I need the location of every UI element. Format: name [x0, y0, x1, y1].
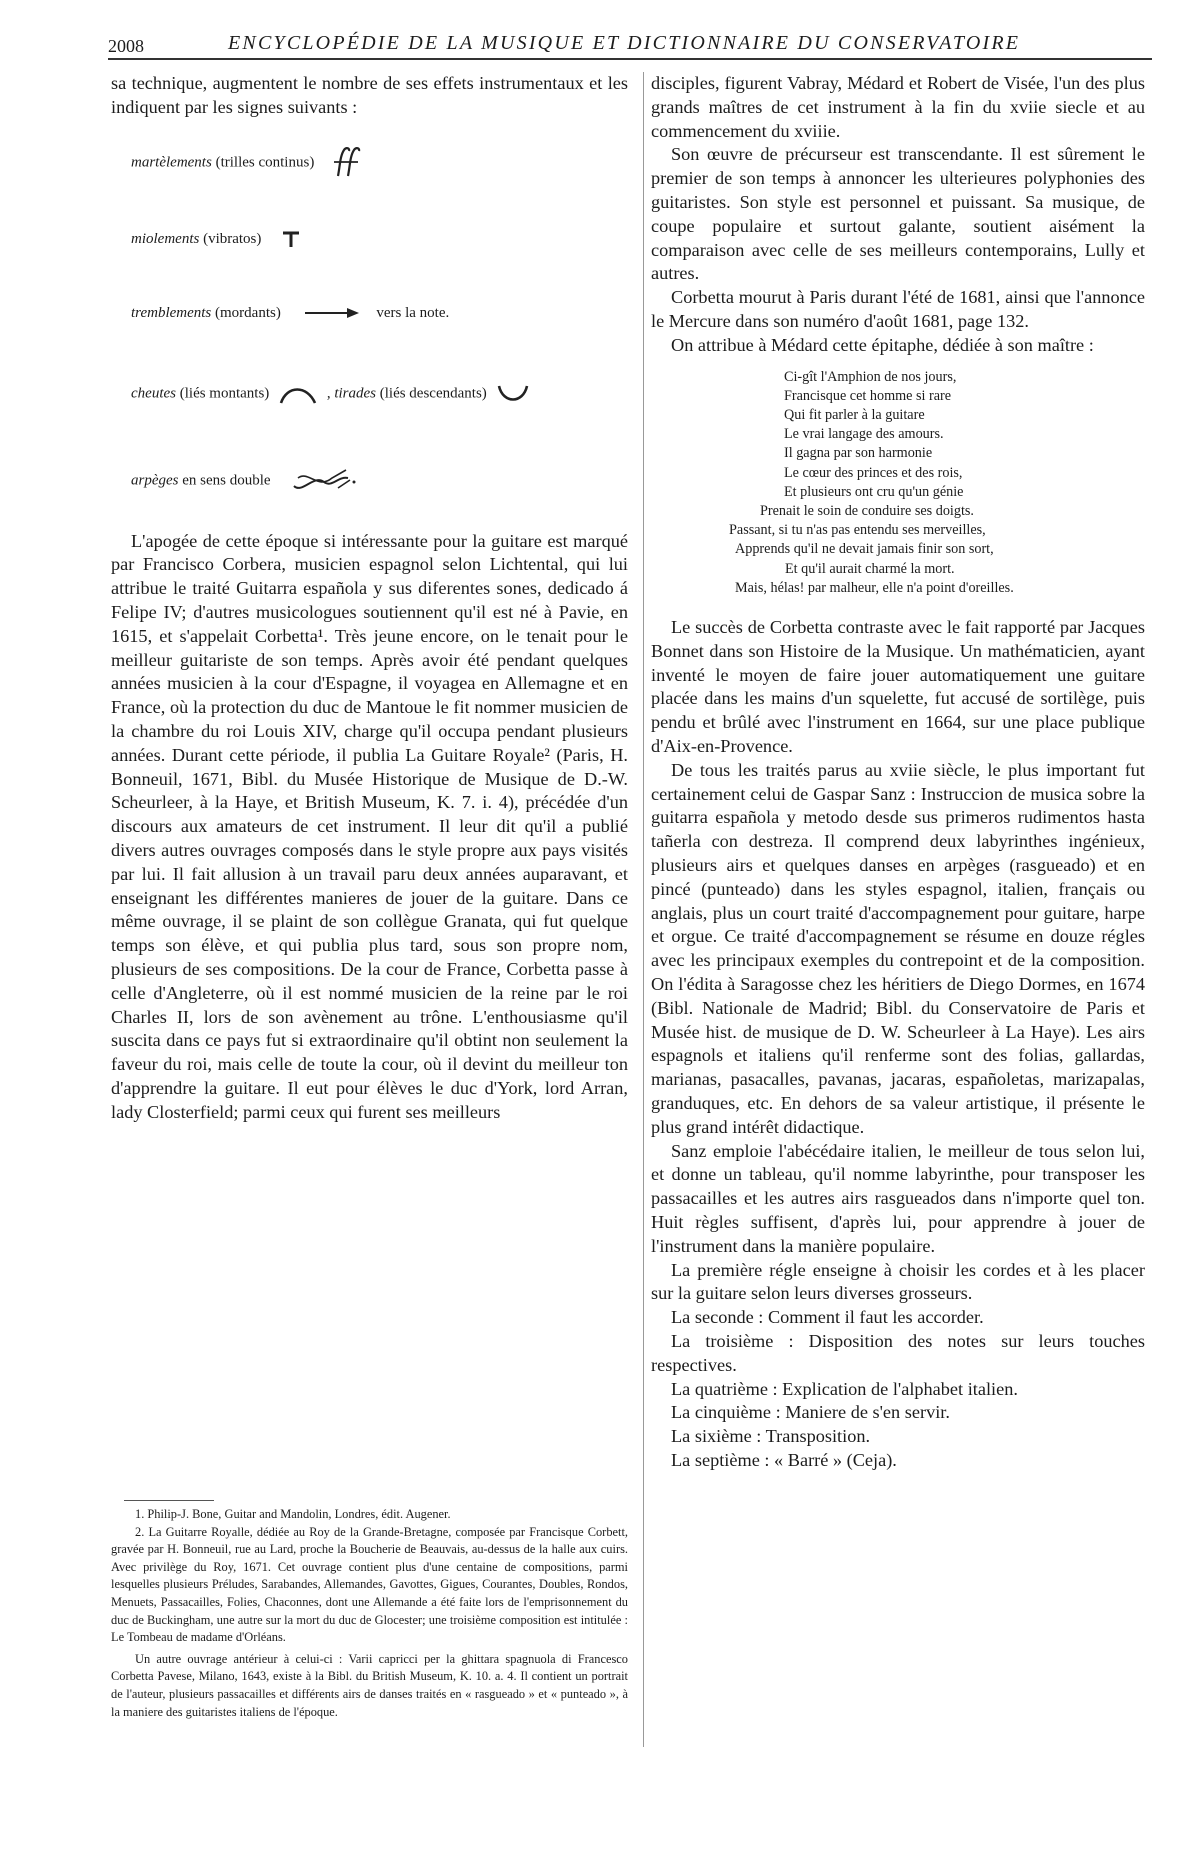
header-rule [108, 58, 1152, 60]
rule-item: La cinquième : Maniere de s'en servir. [671, 1402, 950, 1423]
rule-item: La quatrième : Explication de l'alphabet italien. [671, 1378, 1018, 1399]
paragraph-bonnet: Le succès de Corbetta contraste avec le fait rapporté par Jacques Bonnet dans son Histoire de la Musique. Un mathématicien, ayant inventé le moyen de faire jouer automatiquement une guitare placée dans les mains d'un squelette, fut accusé de sortilège, puis pendu et brûlé avec l'instrument en 1664, sur une place publique d'Aix-en-Provence. [651, 617, 1145, 756]
poem-line: Apprends qu'il ne devait jamais finir son sort, [735, 541, 994, 558]
poem-line: Qui fit parler à la guitare [784, 406, 925, 423]
sign-tremblements: tremblements (mordants) vers la note. [131, 304, 450, 321]
poem-line: Passant, si tu n'as pas entendu ses merveilles, [729, 522, 986, 539]
poem-line: Il gagna par son harmonie [784, 445, 933, 462]
sign-arpeges: arpèges en sens double [111, 466, 628, 530]
poem-line: Ci-gît l'Amphion de nos jours, [784, 368, 957, 385]
sign-cheutes-tirades: cheutes (liés montants) , tirades (liés descendants) [111, 382, 628, 466]
rule-item: La sixième : Transposition. [671, 1426, 871, 1447]
paragraph-first-rule: La première régle enseigne à choisir les cordes et à les placer sur la guitare selon leurs diverses grosseurs. [651, 1259, 1145, 1304]
poem-line: Prenait le soin de conduire ses doigts. [760, 502, 974, 519]
double-f-symbol-icon [328, 146, 364, 180]
poem-line: Mais, hélas! par malheur, elle n'a point d'oreilles. [735, 579, 1014, 596]
epitaph-poem [651, 368, 1145, 598]
rule-item: La septième : « Barré » (Ceja). [671, 1449, 897, 1470]
footnote-2: 2. La Guitarre Royalle, dédiée au Roy de la Grande-Bretagne, composée par Francisque Corbett, gravée par H. Bonneuil, rue au Lard, proche la Boucherie de Beauvais, au-dessus de la halle aux cuirs. Avec privilège du Roy, 1671. Cet ouvrage contient plus d'une centaine de compositions, parmi lesquelles plusieurs Préludes, Sarabandes, Allemandes, Gavottes, Gigues, Courantes, Doubles, Rondos, Menuets, Passacailles, Folies, Chaconnes, dont une Allemande a été faite lors de l'emprisonnement du duc de Buckingham, une autre sur la mort du duc de Glocester; une troisième composition est intitulée : Le Tombeau de madame d'Orléans. [111, 1524, 628, 1645]
footnote-rule [124, 1500, 214, 1501]
poem-line: Francisque cet homme si rare [784, 387, 952, 404]
footnote-2-continued: Un autre ouvrage antérieur à celui-ci : Varii capricci per la ghittara spagnuola di Francesco Corbetta Pavese, Milano, 1643, existe à la Bibl. du British Museum, K. 10. a. 4. Il contient un portrait de l'auteur, plusieurs passacailles et différents airs de danses traités en « rasgueado » et « punteado », à la maniere des guitaristes italiens de l'époque. [111, 1651, 628, 1719]
poem-line: Le cœur des princes et des rois, [784, 464, 963, 481]
rule-item: La troisième : Disposition des notes sur leurs touches respectives. [651, 1330, 1145, 1375]
sign-martelements: martèlements (trilles continus) [111, 142, 628, 228]
poem-line: Et plusieurs ont cru qu'un génie [784, 483, 964, 500]
running-header [108, 30, 1152, 60]
page-number: 2008 [108, 36, 144, 56]
paragraph-disciples: disciples, figurent Vabray, Médard et Robert de Visée, l'un des plus grands maîtres de cet instrument à la fin du xviie siecle et au commencement du xviiie. [651, 73, 1145, 141]
paragraph-epitaph-intro: On attribue à Médard cette épitaphe, dédiée à son maître : [671, 334, 1094, 355]
arpeggio-symbol-icon [288, 466, 358, 496]
footnote-1: 1. Philip-J. Bone, Guitar and Mandolin, Londres, édit. Augener. [135, 1507, 451, 1521]
paragraph-oeuvre: Son œuvre de précurseur est transcendante. Il est sûrement le premier de son temps à annoncer les ulterieures polyphonies des guitaristes. Son style est personnel et puissant. Sa musique, de coupe populaire et surtout galante, soutient aisément la comparaison avec celle de ses meilleurs contemporains, Lully et autres. [651, 144, 1145, 284]
paragraph-death: Corbetta mourut à Paris durant l'été de 1681, ainsi que l'annonce le Mercure dans son numéro d'août 1681, page 132. [651, 287, 1145, 331]
t-mark-symbol-icon [279, 229, 305, 249]
paragraph-sanz: De tous les traités parus au xviie siècle, le plus important fut certainement celui de Gaspar Sanz : Instruccion de musica sobre la guitarra española y metodo desde sus primeros rudimentos hasta tañerla con destreza. Il comprend deux labyrinthes ingénieux, plusieurs airs et quelques danses en arpèges (rasgueado) et en pincé (punteado) dans les styles espagnol, italien, français ou anglais, plus un court traité d'accompagnement pour guitare, harpe et orgue. Ce traité d'accompagnement se résume en douze régles avec les principaux exemples du contrepoint et de la composition. On l'édita à Saragosse chez les héritiers de Diego Dormes, en 1674 (Bibl. Nationale de Madrid; Bibl. du Conservatoire de Paris et Musée hist. de musique de D. W. Scheurleer à La Haye). Les airs espagnols et italiens qu'il renferme sont des folias, gallardas, marianas, pasacalles, pavanas, jacaras, españoletas, marizapalas, granduques, etc. En dehors de sa valeur artistique, il présente le plus grand intérêt didactique. [651, 759, 1145, 1137]
descending-slur-icon [495, 382, 531, 406]
poem-line: Le vrai langage des amours. [784, 426, 944, 443]
right-column [651, 72, 1145, 1473]
running-title: ENCYCLOPÉDIE DE LA MUSIQUE ET DICTIONNAIRE DU CONSERVATOIRE [228, 32, 1021, 54]
left-column [111, 72, 628, 1125]
sign-miolements: miolements (vibratos) [111, 228, 628, 302]
paragraph-abecedaire: Sanz emploie l'abécédaire italien, le meilleur de tous selon lui, et donne un tableau, qu'il nomme labyrinthe, pour transposer les passacailles et les autres airs rasgueados dans n'importe quel ton. Huit règles suffisent, d'après lui, pour apprendre à jouer de l'instrument dans la manière populaire. [651, 1140, 1145, 1256]
footnotes [111, 1506, 628, 1721]
poem-line: Et qu'il aurait charmé la mort. [785, 560, 955, 577]
ascending-slur-icon [277, 383, 319, 405]
paragraph-corbetta: L'apogée de cette époque si intéressante pour la guitare est marqué par Francisco Corbera, musicien espagnol selon Lichtental, qui lui attribue le traité Guitarra española y sus diferentes sones, dedicado á Felipe IV; d'autres musicologues soutiennent qu'il est né à Pavie, en 1615, et s'appelait Corbetta¹. Très jeune encore, on le tenait pour le meilleur guitariste de son temps. Après avoir été pendant quelques années musicien à la cour d'Espagne, il voyagea en Allemagne et en France, où la protection du duc de Mantoue le fit nommer musicien de la chambre du roi Louis XIV, charge qu'il occupa pendant plusieurs années. Durant cette période, il publia La Guitare Royale² (Paris, H. Bonneuil, 1671, Bibl. du Musée Historique de Musique de D.-W. Scheurleer, à la Haye, et British Museum, K. 7. i. 4), précédée d'un discours aux amateurs de cet instrument. Il leur dit qu'il a publié divers autres ouvrages composés dans le style propre aux pays visités par lui. Il fait allusion à un travail paru deux années auparavant, et enseignant les différentes manieres de jouer de la guitare. Dans ce même ouvrage, il se plaint de son collègue Granata, qui fut quelque temps son élève, et qui publia plus tard, sous son propre nom, plusieurs de ses compositions. De la cour de France, Corbetta passe à celle d'Angleterre, où il est nommé musicien de la reine par le roi Charles II, lors de son avènement au trône. L'enthousiasme qu'il suscita dans ce pays fut si extraordinaire qu'il obtint non seulement la faveur du roi, mais celle de toute la cour, où il devint du meilleur ton d'apprendre la guitare. Il eut pour élèves le duc d'York, lord Arran, lady Closterfield; parmi ceux qui furent ses meilleurs [111, 530, 628, 1122]
rule-item: La seconde : Comment il faut les accorder. [671, 1307, 984, 1328]
column-divider [643, 72, 644, 1747]
arrow-right-icon [303, 306, 363, 320]
intro-paragraph: sa technique, augmentent le nombre de ses effets instrumentaux et les indiquent par les signes suivants : [111, 73, 628, 117]
